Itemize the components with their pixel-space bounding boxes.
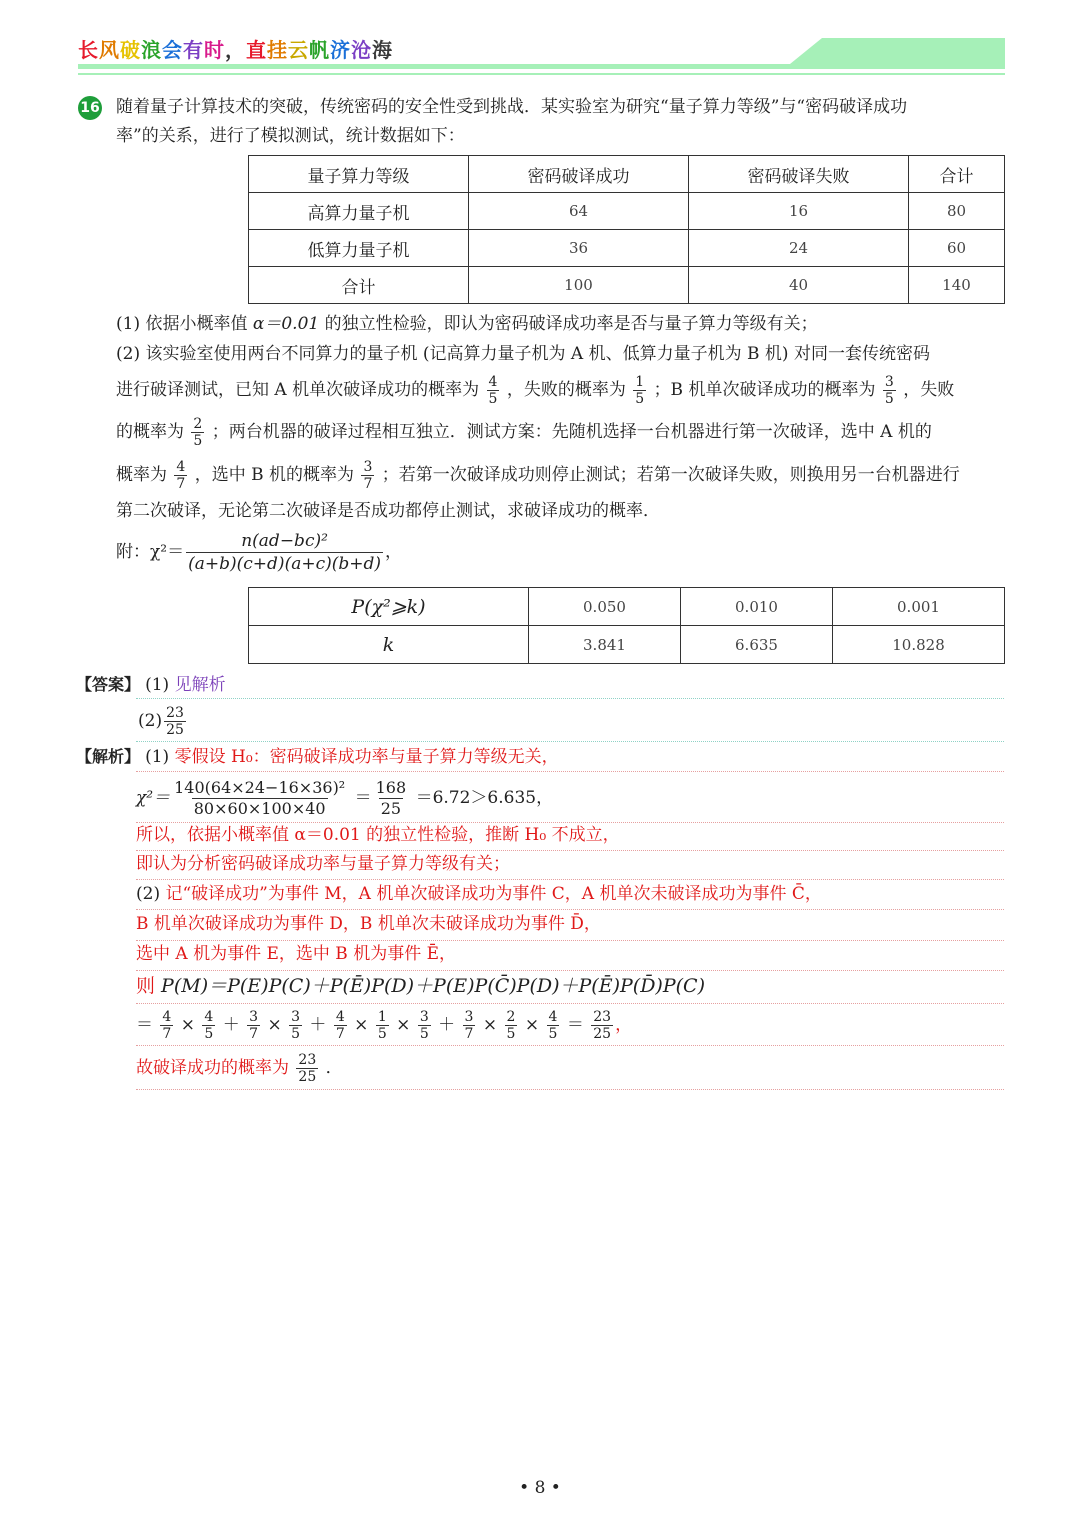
motto-char: 浪 [141, 38, 162, 62]
fraction-pick-b: $\frac{3}{7}$ [363, 459, 373, 492]
fraction: $\frac{4}{5}$ [548, 1009, 558, 1042]
fraction: $\frac{4}{5}$ [204, 1009, 214, 1042]
table-cell: 高算力量子机 [249, 193, 469, 230]
answer-part1: 见解析 [174, 675, 226, 695]
motto-char: 帆 [309, 38, 330, 62]
table-cell: 60 [909, 230, 1005, 267]
motto-char: 云 [288, 38, 309, 62]
table-row [249, 193, 1005, 230]
table-row [249, 626, 1005, 664]
table-cell: 24 [689, 230, 909, 267]
divider [136, 909, 1004, 910]
question-part1: (1) 依据小概率值 α＝0.01 的独立性检验，即认为密码破译成功率是否与量子算力等级有关； [116, 314, 818, 334]
table-header-cell: 密码破译失败 [689, 156, 909, 193]
table-header-cell: 密码破译成功 [469, 156, 689, 193]
table-header-cell: 合计 [909, 156, 1005, 193]
table-cell: 低算力量子机 [249, 230, 469, 267]
motto-char: 风 [99, 38, 120, 62]
question-part2-line3: 的概率为 $\frac{2}{5}$ ；两台机器的破译过程相互独立．测试方案：先随机选择一台机器进行第一次破译，选中 A 机的 [116, 416, 932, 449]
table-cell: 64 [469, 193, 689, 230]
table-row [249, 230, 1005, 267]
motto-char: 会 [162, 38, 183, 62]
table-cell: 140 [909, 267, 1005, 304]
divider [136, 698, 1004, 699]
question-part2-line5: 第二次破译，无论第二次破译是否成功都停止测试，求破译成功的概率． [116, 501, 660, 521]
fraction-b-fail: $\frac{2}{5}$ [193, 416, 203, 449]
fraction: $\frac{3}{5}$ [291, 1009, 301, 1042]
motto-char: ， [225, 38, 246, 62]
table-cell: k [249, 626, 529, 664]
motto-char: 有 [183, 38, 204, 62]
motto-char: 直 [246, 38, 267, 62]
motto-char: 长 [78, 38, 99, 62]
table-cell: 16 [689, 193, 909, 230]
question-stem-line2: 率”的关系，进行了模拟测试，统计数据如下： [116, 126, 465, 146]
chi-square-formula: 附：χ²＝ $\frac{\text{n(ad−bc)²}}{(a+b)(c+d)(a+c)(b+d)}$ ， [116, 531, 403, 574]
table-cell: 6.635 [681, 626, 833, 664]
fraction-a-success: $\frac{4}{5}$ [488, 374, 498, 407]
table-cell: 0.001 [833, 588, 1005, 626]
motto-char: 海 [372, 38, 393, 62]
question-part2-line1: (2) 该实验室使用两台不同算力的量子机 (记高算力量子机为 A 机、低算力量子机为 B 机) 对同一套传统密码 [116, 344, 930, 364]
table-cell: 80 [909, 193, 1005, 230]
table-cell: 40 [689, 267, 909, 304]
table-cell: 3.841 [529, 626, 681, 664]
table-cell: 合计 [249, 267, 469, 304]
alpha-value: α＝0.01 [252, 314, 320, 334]
divider [136, 970, 1004, 971]
fraction: $\frac{3}{7}$ [464, 1009, 474, 1042]
question-part2-line2: 进行破译测试，已知 A 机单次破译成功的概率为 $\frac{4}{5}$ ，失败的概率为 $\frac{1}{5}$ ；B 机单次破译成功的概率为 $\frac{3}{5}$ ，失败 [116, 374, 955, 407]
motto-char: 破 [120, 38, 141, 62]
fraction: $\frac{4}{7}$ [162, 1009, 172, 1042]
fraction: $\frac{23}{25}$ [593, 1009, 612, 1042]
divider [136, 1045, 1004, 1046]
fraction: $\frac{2}{5}$ [506, 1009, 516, 1042]
analysis-line3: 所以，依据小概率值 α＝0.01 的独立性检验，推断 H₀ 不成立， [136, 825, 620, 845]
motto-char: 时 [204, 38, 225, 62]
table-cell: P(χ²⩾k) [249, 588, 529, 626]
question-part2-line4: 概率为 $\frac{4}{7}$ ，选中 B 机的概率为 $\frac{3}{7}$ ；若第一次破译成功则停止测试；若第一次破译失败，则换用另一台机器进行 [116, 459, 960, 492]
analysis-line10: 故破译成功的概率为 $\frac{23}{25}$ ． [136, 1052, 343, 1085]
analysis-line8: 则 P(M)＝P(E)P(C)＋P(Ē)P(D)＋P(E)P(C̄)P(D)＋P(Ē)P(D̄)P(C) [136, 975, 705, 997]
table-cell: 36 [469, 230, 689, 267]
analysis-line6: B 机单次破译成功为事件 D，B 机单次未破译成功为事件 D̄， [136, 914, 601, 934]
analysis-line9: ＝ $\frac{4}{7}$ × $\frac{4}{5}$ ＋ $\frac{3}{7}$ × $\frac{3}{5}$ ＋ $\frac{4}{7}$ × $\frac{1}{5}$ × $\frac{3}{5}$ ＋ $\frac{3}{7}$ × $\frac{2}{5}$ × $\frac{4}{5}$ ＝ $\frac{23}{25}$ ， [136, 1009, 633, 1042]
divider [136, 1003, 1004, 1004]
motto-char: 沧 [351, 38, 372, 62]
table-row [249, 588, 1005, 626]
table-cell: 0.050 [529, 588, 681, 626]
table-cell: 0.010 [681, 588, 833, 626]
fraction: $\frac{3}{5}$ [419, 1009, 429, 1042]
fraction-a-fail: $\frac{1}{5}$ [635, 374, 645, 407]
data-table [248, 155, 1005, 304]
page-number: • 8 • [519, 1478, 561, 1498]
table-cell: 10.828 [833, 626, 1005, 664]
reference-table [248, 587, 1005, 664]
divider [136, 771, 1004, 772]
header-motto [78, 34, 393, 63]
answer-section: 【答案】 (1) 见解析 [76, 675, 226, 695]
analysis-chi-calc: χ²＝ $\frac{\text{140(64×24−16×36)²}}{80\times 60\times 100\times 40}$ ＝ $\frac{168}{25}$ ＝6.72＞6.635， [136, 778, 554, 818]
fraction-b-success: $\frac{3}{5}$ [884, 374, 894, 407]
table-row [249, 267, 1005, 304]
fraction-pick-a: $\frac{4}{7}$ [176, 459, 186, 492]
analysis-label: 【解析】 [76, 747, 141, 766]
question-number-badge: 16 [78, 96, 102, 120]
analysis-line7: 选中 A 机为事件 E，选中 B 机为事件 Ē， [136, 944, 457, 964]
divider [136, 741, 1004, 742]
analysis-line5: (2) 记“破译成功”为事件 M，A 机单次破译成功为事件 C，A 机单次未破译成功为事件 C̄， [136, 884, 822, 904]
fraction: $\frac{1}{5}$ [377, 1009, 387, 1042]
divider [136, 879, 1004, 880]
answer-part2: (2) $\frac{23}{25}$ [138, 705, 184, 738]
table-cell: 100 [469, 267, 689, 304]
motto-char: 济 [330, 38, 351, 62]
analysis-line4: 即认为分析密码破译成功率与量子算力等级有关； [136, 854, 510, 874]
fraction: $\frac{4}{7}$ [335, 1009, 345, 1042]
answer-label: 【答案】 [76, 675, 141, 694]
table-header-cell: 量子算力等级 [249, 156, 469, 193]
analysis-line1: 【解析】 (1) 零假设 H₀：密码破译成功率与量子算力等级无关， [76, 747, 559, 767]
question-stem-line1: 随着量子计算技术的突破，传统密码的安全性受到挑战．某实验室为研究“量子算力等级”与“密码破译成功 [116, 97, 908, 117]
divider [136, 1089, 1004, 1090]
motto-char: 挂 [267, 38, 288, 62]
fraction: $\frac{3}{7}$ [249, 1009, 259, 1042]
